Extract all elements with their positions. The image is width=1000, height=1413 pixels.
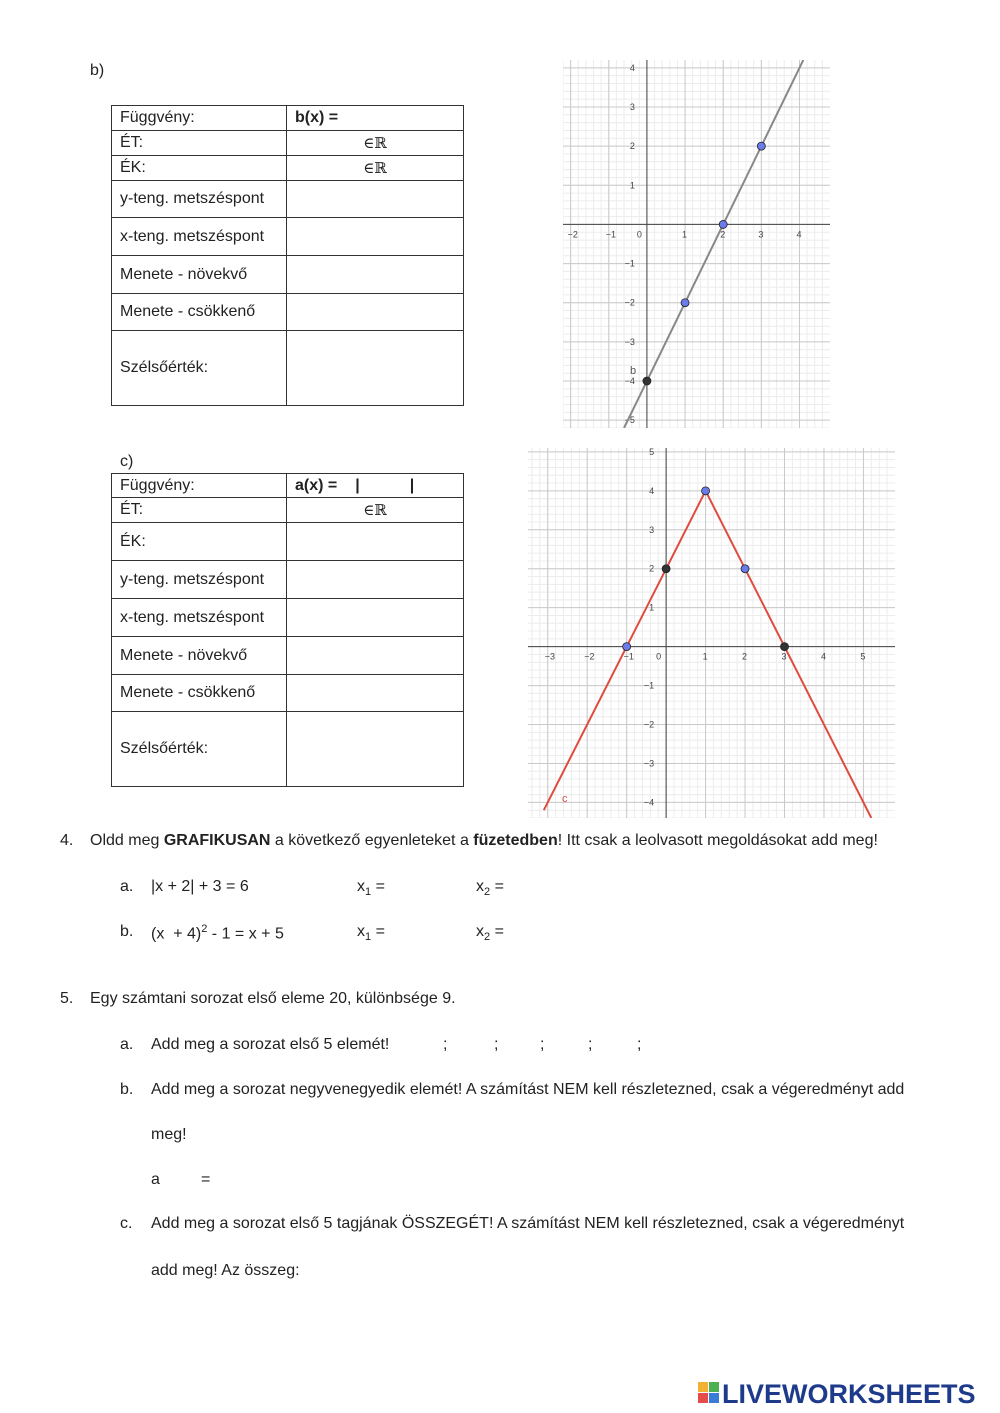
x-tick-label: −3 [544, 651, 555, 662]
task5a-text: Add meg a sorozat első 5 elemét! [151, 1036, 390, 1053]
y-tick-label: −1 [643, 680, 655, 691]
data-point [643, 377, 651, 385]
function-prefix: a(x) = [295, 476, 338, 494]
row-label: Menete - növekvő [112, 637, 287, 675]
y-tick-label: −2 [643, 719, 655, 730]
y-intercept-field-c[interactable] [287, 561, 464, 599]
data-point [681, 299, 689, 307]
var: x [357, 878, 365, 895]
row-label: x-teng. metszéspont [112, 599, 287, 637]
task5b-text-cont: meg! [151, 1126, 187, 1143]
task4a-equation: |x + 2| + 3 = 6 [151, 878, 249, 895]
emphasis: füzetedben [473, 832, 558, 849]
data-point [623, 643, 631, 651]
data-point [757, 142, 765, 150]
in-reals-symbol: ∈ℝ [363, 158, 387, 177]
task4a-label: a. [120, 878, 134, 895]
row-label: y-teng. metszéspont [112, 561, 287, 599]
row-label: ÉT: [112, 498, 287, 523]
task4b-equation [151, 923, 284, 943]
text: a következő egyenleteket a [270, 832, 474, 849]
x-tick-label: −1 [623, 651, 634, 662]
y-tick-label: −2 [624, 297, 635, 308]
y-tick-label: 1 [629, 180, 635, 191]
text: ! Itt csak a leolvasott megoldásokat add meg! [557, 832, 878, 849]
logo-text: LIVEWORKSHEETS [722, 1379, 976, 1408]
task4-number: 4. [60, 832, 74, 849]
function-label-c: c [562, 793, 568, 805]
task5-number: 5. [60, 990, 74, 1007]
domain-field-c[interactable] [287, 498, 464, 523]
task5c-text: Add meg a sorozat első 5 tagjának ÖSSZEGÉT! A számítást NEM kell részletezned, csak a végeredményt [151, 1215, 905, 1232]
answer-separator: ; [443, 1036, 448, 1053]
range-field-b[interactable] [287, 156, 464, 181]
data-point [702, 487, 710, 495]
liveworksheets-logo [698, 1378, 993, 1408]
answer-separator: ; [540, 1036, 545, 1053]
x-tick-label: −1 [605, 229, 617, 240]
text: (x + 4) [151, 925, 202, 943]
y-tick-label: −1 [624, 258, 635, 269]
x-intercept-field-c[interactable] [287, 599, 464, 637]
x-tick-label: 1 [682, 229, 688, 240]
logo-square [698, 1382, 708, 1392]
range-field-c[interactable] [287, 523, 464, 561]
eq: = [371, 923, 385, 940]
row-label: Függvény: [112, 474, 287, 498]
var: x [357, 923, 365, 940]
task4a-x2[interactable] [476, 878, 504, 898]
emphasis: GRAFIKUSAN [163, 832, 271, 849]
extremum-field-c[interactable] [287, 712, 464, 787]
increasing-field-b[interactable] [287, 256, 464, 294]
task4a-x1[interactable] [357, 878, 385, 898]
row-label: ÉK: [112, 156, 287, 181]
y-tick-label: 3 [649, 524, 655, 535]
data-point [781, 643, 789, 651]
row-label: ÉT: [112, 131, 287, 156]
x-intercept-field-b[interactable] [287, 218, 464, 256]
superscript: 2 [201, 923, 208, 935]
y-intercept-field-b[interactable] [287, 181, 464, 218]
subscript: 1 [365, 931, 372, 944]
text: Oldd meg [90, 832, 164, 849]
data-point [741, 565, 749, 573]
y-tick-label: 4 [629, 62, 635, 73]
x-tick-label: 4 [796, 229, 802, 240]
subscript: 2 [484, 931, 491, 944]
function-field-b[interactable]: b(x) = [287, 106, 464, 131]
abs-bar-right: | [409, 476, 415, 494]
data-point [719, 220, 727, 228]
abs-bar-left: | [355, 476, 360, 494]
x-tick-label: 0 [656, 651, 662, 662]
y-tick-label: 2 [629, 141, 635, 152]
y-tick-label: 4 [649, 485, 655, 496]
task5b-text: Add meg a sorozat negyvenegyedik elemét! A számítást NEM kell részletezned, csak a végeredményt add [151, 1081, 905, 1098]
x-tick-label: 0 [636, 229, 642, 240]
decreasing-field-b[interactable] [287, 294, 464, 331]
y-tick-label: −4 [624, 376, 635, 387]
in-reals-symbol: ∈ℝ [363, 133, 387, 152]
x-tick-label: −2 [567, 229, 578, 240]
function-label-b: b [630, 365, 637, 377]
function-field-c[interactable] [287, 474, 464, 498]
row-label: Szélsőérték: [112, 712, 287, 787]
function-table-c [111, 473, 464, 787]
var: x [476, 878, 484, 895]
text: - 1 = x + 5 [207, 925, 284, 943]
task5b-a: a [151, 1171, 160, 1188]
x-tick-label: 2 [720, 229, 726, 240]
logo-square [709, 1393, 719, 1403]
logo-square [709, 1382, 719, 1392]
row-label: x-teng. metszéspont [112, 218, 287, 256]
function-table-b [111, 105, 464, 406]
section-c-label: c) [120, 453, 134, 470]
row-label: Menete - növekvő [112, 256, 287, 294]
x-tick-label: 3 [781, 651, 787, 662]
subscript: 2 [484, 886, 491, 899]
task5-text: Egy számtani sorozat első eleme 20, különbsége 9. [90, 990, 456, 1007]
row-label: Függvény: [112, 106, 287, 131]
var: x [476, 923, 484, 940]
row-label: ÉK: [112, 523, 287, 561]
section-b-label: b) [90, 62, 105, 79]
extremum-field-b[interactable] [287, 331, 464, 406]
task5c-label: c. [120, 1215, 133, 1232]
y-tick-label: −3 [624, 336, 635, 347]
logo-square [698, 1393, 708, 1403]
data-point [662, 565, 670, 573]
task5c-text-cont: add meg! Az összeg: [151, 1262, 300, 1279]
task4b-x2[interactable] [476, 923, 504, 943]
increasing-field-c[interactable] [287, 637, 464, 675]
answer-separator: ; [637, 1036, 642, 1053]
y-tick-label: 5 [649, 448, 655, 457]
x-tick-label: 5 [860, 651, 866, 662]
row-label: Menete - csökkenő [112, 294, 287, 331]
in-reals-symbol: ∈ℝ [363, 500, 387, 519]
subscript: 1 [365, 886, 372, 899]
task4-instruction [90, 832, 878, 850]
y-tick-label: 1 [649, 602, 655, 613]
x-tick-label: 4 [820, 651, 826, 662]
x-tick-label: −2 [584, 651, 595, 662]
y-tick-label: 3 [629, 101, 635, 112]
answer-separator: ; [588, 1036, 593, 1053]
graph-b [563, 60, 830, 428]
y-tick-label: −4 [643, 797, 655, 808]
answer-separator: ; [494, 1036, 499, 1053]
row-label: Szélsőérték: [112, 331, 287, 406]
y-tick-label: 2 [649, 563, 655, 574]
y-tick-label: −3 [643, 758, 655, 769]
y-tick-label: −5 [624, 415, 635, 426]
row-label: y-teng. metszéspont [112, 181, 287, 218]
task4b-label: b. [120, 923, 134, 940]
task5b-eq: = [201, 1171, 211, 1188]
x-tick-label: 1 [702, 651, 708, 662]
eq: = [371, 878, 385, 895]
task5b-label: b. [120, 1081, 134, 1098]
task4b-x1[interactable] [357, 923, 385, 943]
logo-mark [698, 1378, 993, 1408]
eq: = [490, 878, 504, 895]
graph-c [528, 448, 895, 818]
decreasing-field-c[interactable] [287, 675, 464, 712]
eq: = [490, 923, 504, 940]
domain-field-b[interactable] [287, 131, 464, 156]
task5a-label: a. [120, 1036, 134, 1053]
x-tick-label: 3 [758, 229, 764, 240]
x-tick-label: 2 [742, 651, 748, 662]
row-label: Menete - csökkenő [112, 675, 287, 712]
